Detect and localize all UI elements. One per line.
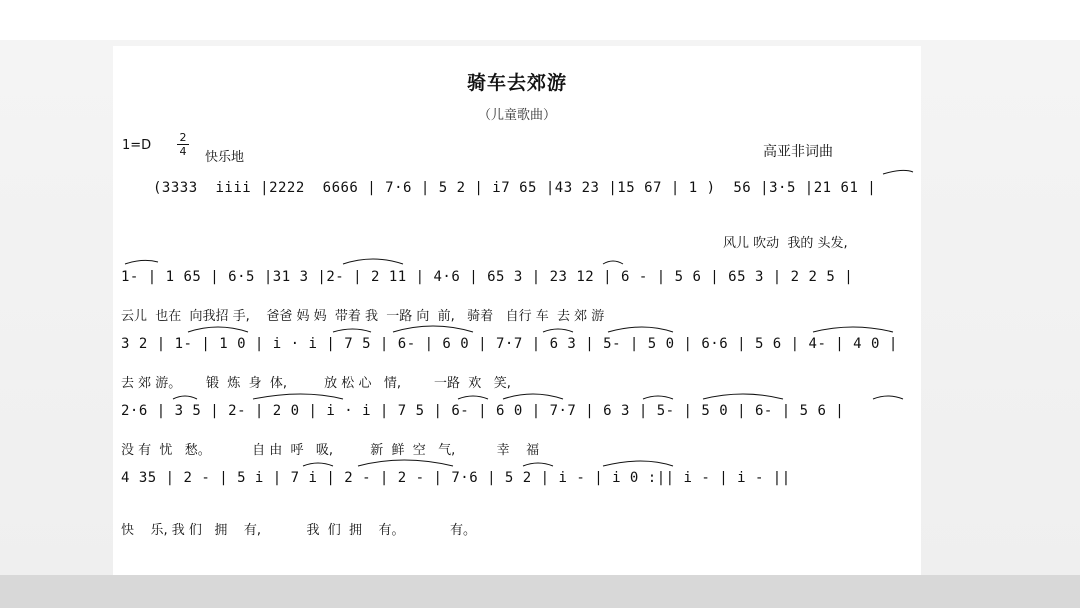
slur-mark	[358, 460, 453, 466]
staff-line-4: 2·6 | 3 5 | 2- | 2 0 | i · i | 7 5 | 6- | 6 0 | 7·7 | 6 3 | 5- | 5 0 | 6- | 5 6 |	[121, 403, 845, 419]
slur-mark	[125, 260, 158, 264]
staff-line-1: (3333 iiii |2222 6666 | 7·6 | 5 2 | i7 65 |43 23 |15 67 | 1 ) 56 |3·5 |21 61 |	[153, 180, 877, 196]
composer-credit: 高亚非词曲	[763, 144, 833, 160]
slur-mark	[333, 329, 371, 332]
lyric-line-4: 没 有 忧 愁。 自 由 呼 吸, 新 鲜 空 气, 幸 福	[121, 443, 540, 458]
tempo-marking: 快乐地	[205, 150, 245, 165]
staff-line-5: 4 35 | 2 - | 5 i | 7 i | 2 - | 2 - | 7·6 | 5 2 | i - | i 0 :|| i - | i - ||	[121, 470, 791, 486]
meter-top: 2	[179, 131, 187, 144]
song-subtitle: （儿童歌曲）	[477, 108, 556, 123]
staff-line-2: 1- | 1 65 | 6·5 |31 3 |2- | 2 11 | 4·6 | 65 3 | 23 12 | 6 - | 5 6 | 65 3 | 2 2 5 |	[121, 269, 854, 285]
meter-bottom: 4	[179, 145, 187, 158]
slur-mark	[458, 396, 488, 399]
slur-mark	[608, 327, 673, 332]
slur-mark	[253, 394, 343, 399]
staff-line-3: 3 2 | 1- | 1 0 | i · i | 7 5 | 6- | 6 0 | 7·7 | 6 3 | 5- | 5 0 | 6·6 | 5 6 | 4- | 4 0 |	[121, 336, 898, 352]
lyric-line-1: 风儿 吹动 我的 头发,	[723, 236, 848, 251]
song-title: 骑车去郊游	[466, 72, 567, 94]
slur-mark	[303, 463, 333, 466]
slur-mark	[603, 461, 673, 466]
slur-mark	[173, 396, 197, 399]
slur-mark	[703, 394, 783, 399]
slur-mark	[393, 326, 473, 332]
lyric-line-2: 云儿 也在 向我招 手, 爸爸 妈 妈 带着 我 一路 向 前, 骑着 自行 车 去 郊 游	[121, 309, 605, 324]
slur-mark	[813, 327, 893, 332]
slur-mark	[188, 327, 248, 332]
slur-mark	[883, 170, 913, 174]
lyric-line-3: 去 郊 游。 锻 炼 身 体, 放 松 心 情, 一路 欢 笑,	[121, 376, 511, 391]
slur-mark	[873, 396, 903, 399]
lyric-line-5: 快 乐, 我 们 拥 有, 我 们 拥 有。 有。	[121, 523, 476, 538]
slur-mark	[343, 259, 403, 264]
slur-mark	[523, 463, 553, 466]
key-signature: 1=D	[122, 138, 152, 153]
time-signature	[177, 132, 189, 157]
slur-mark	[543, 329, 573, 332]
slur-mark	[643, 396, 673, 399]
slur-mark	[503, 394, 563, 399]
score-sheet	[113, 46, 921, 575]
slur-mark	[603, 261, 623, 264]
